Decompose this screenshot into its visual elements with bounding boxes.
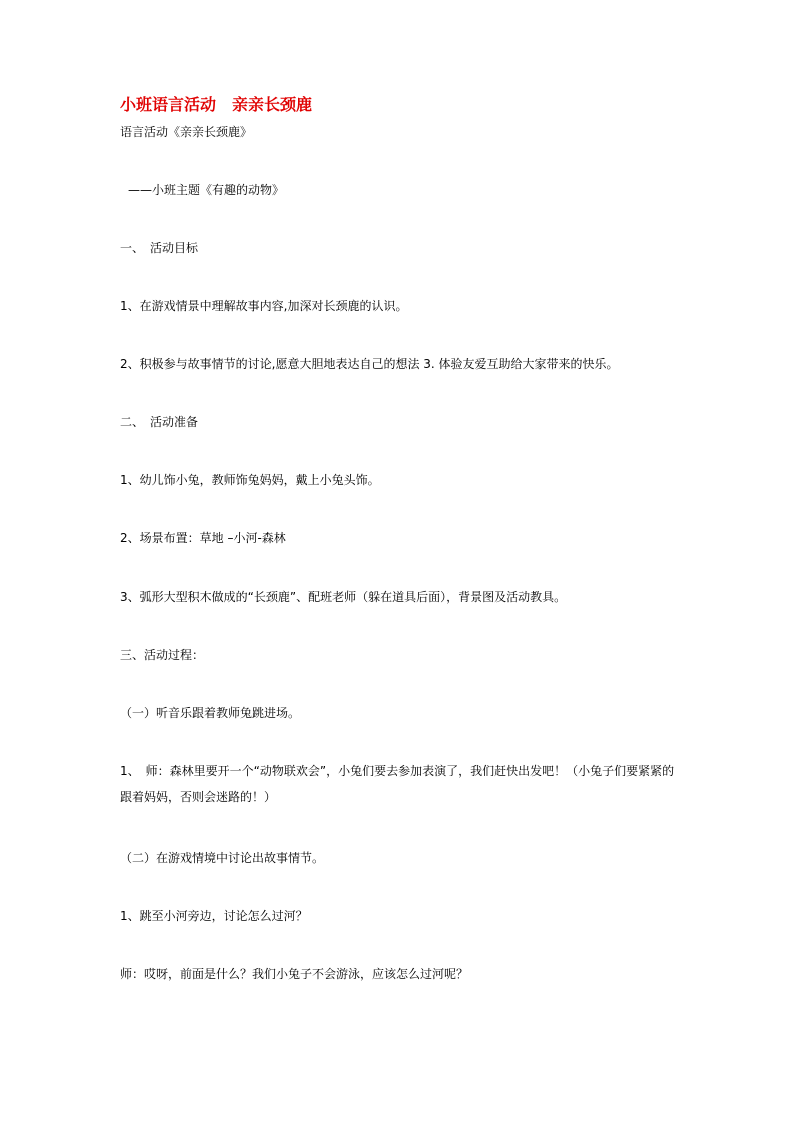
document-title: 小班语言活动 亲亲长颈鹿 <box>120 95 313 114</box>
paragraph-prep-2: 2、场景布置：草地 –小河-森林 <box>120 531 286 545</box>
paragraph-process-teacher-1: 1、 师：森林里要开一个“动物联欢会”，小兔们要去参加表演了，我们赶快出发吧！（小兔子们要紧紧的跟着妈妈，否则会迷路的！） <box>120 764 675 804</box>
paragraph-goal-2: 2、积极参与故事情节的讨论,愿意大胆地表达自己的想法 3. 体验友爱互助给大家带来的快乐。 <box>120 357 619 371</box>
document-subtitle: 语言活动《亲亲长颈鹿》 <box>120 125 253 139</box>
heading-activity-process: 三、活动过程： <box>120 648 205 662</box>
paragraph-process-teacher-2: 师：哎呀，前面是什么？我们小兔子不会游泳，应该怎么过河呢？ <box>120 967 469 981</box>
paragraph-prep-3: 3、弧形大型积木做成的“长颈鹿”、配班老师（躲在道具后面），背景图及活动教具。 <box>120 590 567 604</box>
paragraph-process-step-1: （一）听音乐跟着教师兔跳进场。 <box>120 706 301 720</box>
heading-activity-goals: 一、 活动目标 <box>120 241 199 255</box>
paragraph-process-step-2: （二）在游戏情境中讨论出故事情节。 <box>120 851 325 865</box>
paragraph-process-sub-1: 1、跳至小河旁边，讨论怎么过河？ <box>120 909 308 923</box>
paragraph-prep-1: 1、幼儿饰小兔，教师饰兔妈妈，戴上小兔头饰。 <box>120 473 380 487</box>
heading-activity-preparation: 二、 活动准备 <box>120 415 199 429</box>
paragraph-goal-1: 1、在游戏情景中理解故事内容,加深对长颈鹿的认识。 <box>120 299 408 313</box>
paragraph-theme: ——小班主题《有趣的动物》 <box>128 183 285 197</box>
